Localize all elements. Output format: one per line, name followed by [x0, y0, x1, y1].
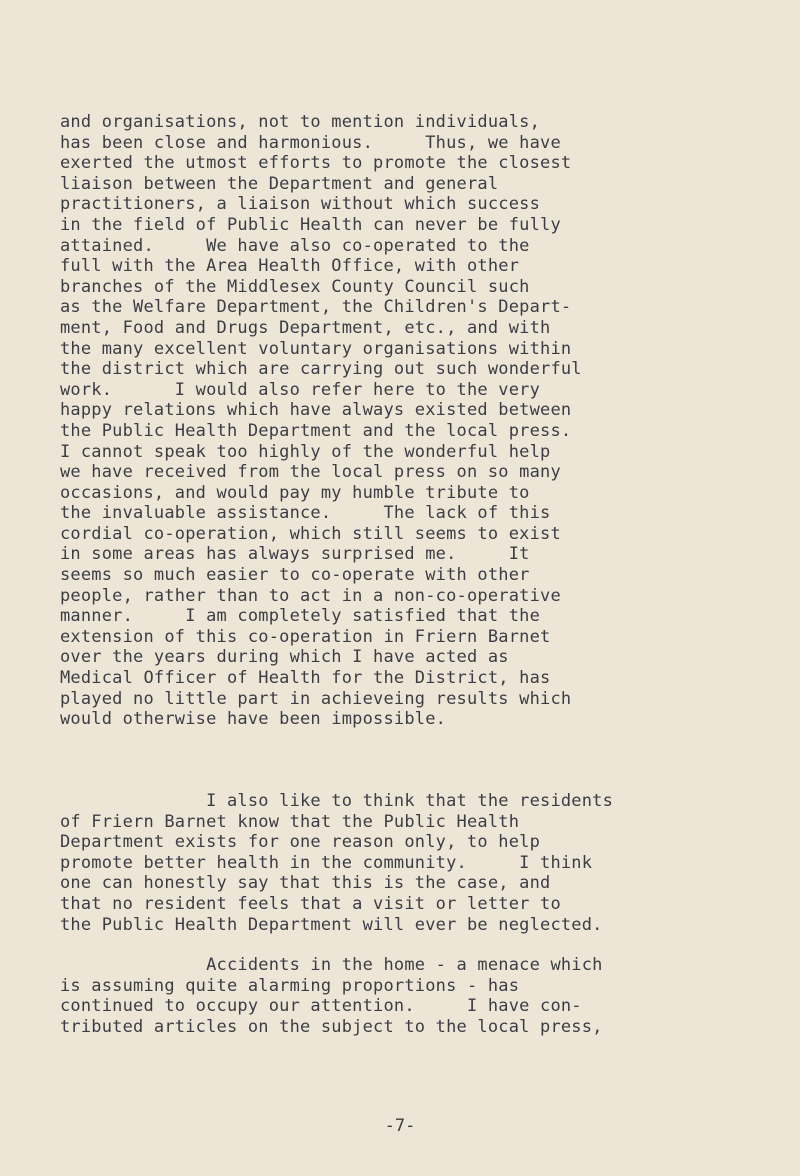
text-line: ment, Food and Drugs Department, etc., and with	[60, 317, 551, 338]
text-line: would otherwise have been impossible.	[60, 709, 447, 730]
text-line: seems so much easier to co-operate with other	[60, 565, 530, 586]
paragraph-residents	[60, 791, 760, 935]
text-line: we have received from the local press on so many	[60, 462, 561, 483]
text-line: and organisations, not to mention individuals,	[60, 112, 541, 132]
text-line: people, rather than to act in a non-co-operative	[60, 585, 561, 606]
text-line: that no resident feels that a visit or letter to	[60, 893, 561, 914]
text-line: Medical Officer of Health for the District, has	[60, 668, 551, 689]
text-line: the many excellent voluntary organisations within	[60, 338, 572, 359]
text-line: the Public Health Department will ever be neglected.	[60, 914, 603, 935]
page-number: -7-	[384, 1116, 416, 1136]
text-line: promote better health in the community. I think	[60, 852, 593, 873]
paragraph-accidents	[60, 955, 760, 1037]
paragraph-cooperation	[60, 112, 760, 730]
text-line: over the years during which I have acted as	[60, 647, 509, 668]
text-line: the district which are carrying out such wonderful	[60, 359, 582, 380]
text-line: of Friern Barnet know that the Public Health	[60, 811, 520, 832]
text-line: Department exists for one reason only, to help	[60, 832, 541, 853]
text-line: tributed articles on the subject to the local press,	[60, 1016, 603, 1037]
text-line: practitioners, a liaison without which success	[60, 194, 541, 215]
text-line: I cannot speak too highly of the wonderful help	[60, 441, 551, 462]
text-line: is assuming quite alarming proportions - has	[60, 975, 520, 996]
text-line: attained. We have also co-operated to the	[60, 235, 530, 256]
text-line: exerted the utmost efforts to promote the closest	[60, 153, 572, 174]
text-line: in some areas has always surprised me. It	[60, 544, 530, 565]
text-line: has been close and harmonious. Thus, we have	[60, 132, 561, 153]
text-line: one can honestly say that this is the case, and	[60, 873, 551, 894]
text-line: the invaluable assistance. The lack of this	[60, 503, 551, 524]
text-line: extension of this co-operation in Friern Barnet	[60, 626, 551, 647]
text-line: happy relations which have always existed between	[60, 400, 572, 421]
text-line: manner. I am completely satisfied that the	[60, 606, 541, 627]
text-line: branches of the Middlesex County Council such	[60, 276, 530, 297]
text-line: work. I would also refer here to the very	[60, 379, 541, 400]
text-line: cordial co-operation, which still seems to exist	[60, 523, 561, 544]
text-line: liaison between the Department and general	[60, 173, 499, 194]
text-line: continued to occupy our attention. I have con-	[60, 996, 582, 1017]
text-line: I also like to think that the residents	[60, 791, 614, 811]
text-line: occasions, and would pay my humble tribute to	[60, 482, 530, 503]
text-line: played no little part in achieveing results which	[60, 688, 572, 709]
text-line: in the field of Public Health can never be fully	[60, 214, 561, 235]
text-line: as the Welfare Department, the Children's Depart-	[60, 297, 572, 318]
text-line: Accidents in the home - a menace which	[60, 955, 603, 975]
text-line: the Public Health Department and the local press.	[60, 420, 572, 441]
text-line: full with the Area Health Office, with other	[60, 256, 520, 277]
